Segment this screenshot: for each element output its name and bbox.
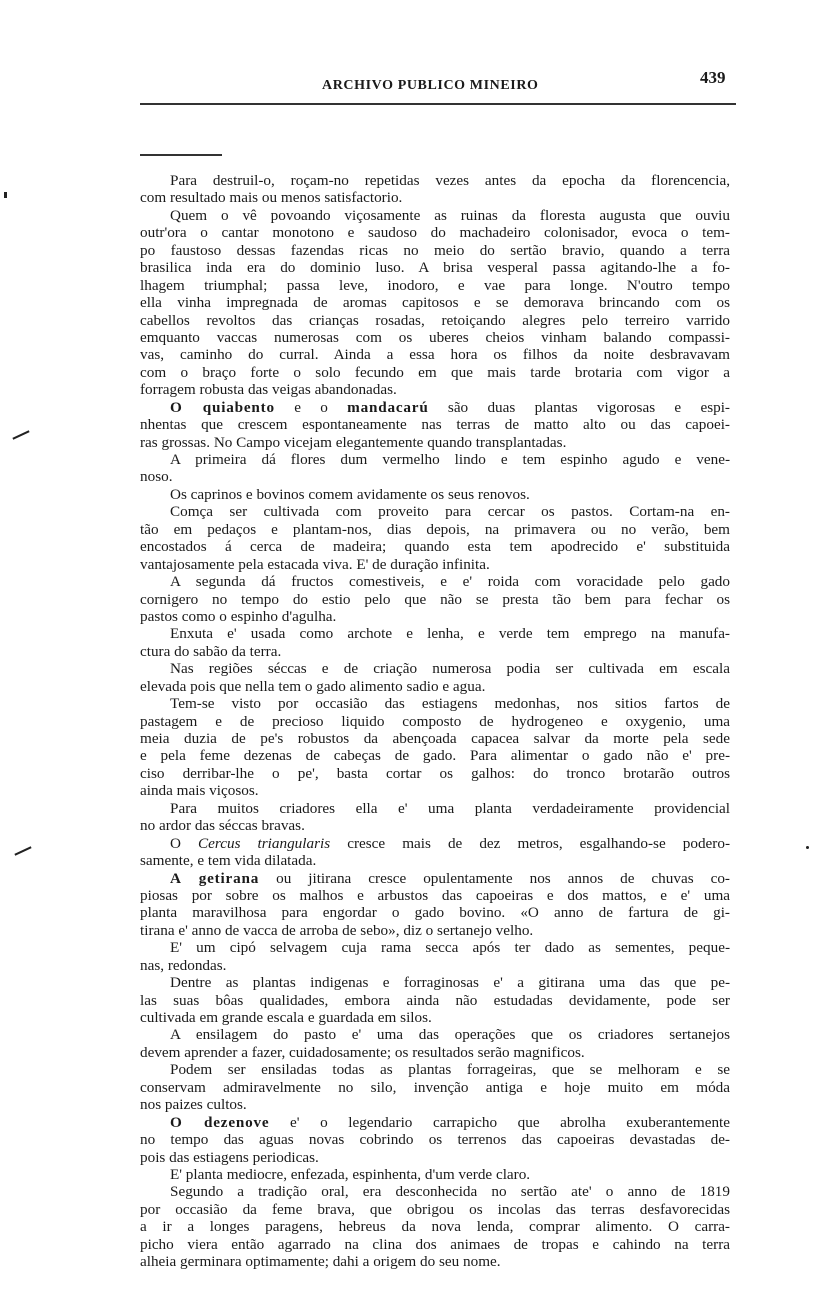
text-run: pastagem e de precioso liquido composto de hydrogeneo e oxygenio, uma (140, 712, 730, 730)
text-run: alheia germinara optimamente; dahi a origem do seu nome. (140, 1253, 501, 1271)
text-run: noso. (140, 468, 173, 486)
text-run: ainda mais viçosos. (140, 782, 259, 800)
text-run: A primeira dá flores dum vermelho lindo e tem espinho agudo e vene- (170, 451, 730, 468)
text-line (140, 730, 730, 747)
bold-plant-name: A getirana (170, 869, 260, 887)
text-run: a ir a longes paragens, hebreus da nova lenda, comprar alimento. O carra- (140, 1218, 730, 1236)
scan-speck (4, 192, 7, 198)
text-line (140, 1114, 730, 1131)
text-line (140, 747, 730, 764)
text-run: encostados á cerca de madeira; quando esta tem apodrecido e' substituida (140, 538, 730, 556)
text-line (140, 189, 730, 206)
text-run: E' planta mediocre, enfezada, espinhenta, d'um verde claro. (170, 1165, 531, 1183)
margin-tick-mark (12, 430, 29, 439)
text-run: Segundo a tradição oral, era desconhecida no sertão ate' o anno de 1819 (170, 1183, 730, 1201)
text-run: E' um cipó selvagem cuja rama secca após ter dado as sementes, peque- (170, 939, 730, 957)
text-run: las suas bôas qualidades, embora ainda não estudadas devidamente, pode ser (140, 991, 730, 1009)
text-run: Nas regiões séccas e de criação numerosa podia ser cultivada em escala (170, 660, 730, 678)
text-run: Tem-se visto por occasião das estiagens medonhas, nos sitios fartos de (170, 695, 730, 713)
text-run: A ensilagem do pasto e' uma das operações que os criadores sertanejos (170, 1026, 730, 1044)
text-run: Comça ser cultivada com proveito para cercar os pastos. Cortam-na en- (170, 503, 730, 521)
text-run: são duas plantas vigorosas e espi- (428, 398, 730, 416)
text-line (140, 1253, 730, 1270)
text-run: e' o legendario carrapicho que abrolha exuberantemente (269, 1113, 730, 1131)
text-line (140, 974, 730, 991)
text-run: e o (274, 398, 348, 416)
text-line (140, 207, 730, 224)
text-line (140, 800, 730, 817)
text-line (140, 486, 730, 503)
header-rule (140, 103, 736, 105)
text-run: Podem ser ensiladas todas as plantas forrageiras, que se melhoram e se (170, 1061, 730, 1079)
scan-speck (806, 846, 809, 849)
text-run: meia duzia de pe's robustos da abençoada capacea salvar da morte pela sede (140, 730, 730, 747)
text-line (140, 852, 730, 869)
text-run: ctura do sabão da terra. (140, 642, 282, 660)
text-run: ras grossas. No Campo vicejam elegantemente quando transplantadas. (140, 433, 567, 451)
text-line (140, 887, 730, 904)
text-line (140, 1079, 730, 1096)
running-title: ARCHIVO PUBLICO MINEIRO (322, 78, 539, 93)
text-run: O (170, 834, 199, 852)
text-run: tirana e' anno de vacca de arroba de sebo», diz o sertanejo velho. (140, 921, 534, 939)
text-run: com resultado mais ou menos satisfactorio. (140, 189, 403, 207)
text-line (140, 835, 730, 852)
text-line (140, 695, 730, 712)
text-line (140, 1009, 730, 1026)
text-line (140, 451, 730, 468)
text-line (140, 782, 730, 799)
text-line (140, 468, 730, 485)
text-run: brasilica inda era do dominio luso. A brisa vesperal passa agitando-lhe a fo- (140, 259, 730, 277)
text-line (140, 678, 730, 695)
text-run: devem aprender a fazer, cuidadosamente; os resultados serão magnificos. (140, 1043, 585, 1061)
text-run: elevada pois que nella tem o gado alimento sadio e agua. (140, 677, 486, 695)
text-line (140, 242, 730, 259)
text-line (140, 521, 730, 538)
text-line (140, 1236, 730, 1253)
text-run: com o braço forte o solo fecundo em que mais tarde brotaria com vigor a (140, 363, 730, 381)
text-run: cornigero no tempo do estio pelo que não se presta tão bem para fechar os (140, 590, 730, 608)
text-run: vantajosamente pela estacada viva. E' de duração infinita. (140, 555, 490, 573)
text-run: cultivada em grande escala e guardada em silos. (140, 1009, 432, 1026)
bold-plant-name: O quiabento (170, 398, 275, 416)
text-line (140, 1149, 730, 1166)
text-run: A segunda dá fructos comestiveis, e e' roida com voracidade pelo gado (170, 573, 730, 591)
text-run: cresce mais de dez metros, esgalhando-se podero- (330, 834, 730, 852)
text-run: ciso derribar-lhe o pe', basta cortar os galhos: do tronco brotarão outros (140, 764, 730, 782)
text-run: po faustoso dessas fazendas ricas no meio do sertão bravio, quando a terra (140, 241, 730, 259)
text-line (140, 1166, 730, 1183)
text-run: por occasião da feme brava, que obrigou os incolas das terras desfavorecidas (140, 1200, 730, 1218)
text-run: no ardor das séccas bravas. (140, 817, 305, 835)
text-run: Enxuta e' usada como archote e lenha, e verde tem emprego na manufa- (170, 625, 730, 643)
text-run: Os caprinos e bovinos comem avidamente os seus renovos. (170, 485, 530, 503)
margin-tick-mark (14, 846, 31, 855)
text-run: nhentas que crescem espontaneamente nas terras de matto alto ou das capoei- (140, 416, 730, 434)
text-line (140, 1183, 730, 1200)
text-run: ella vinha impregnada de aromas capitosos e se demorava brincando com os (140, 294, 730, 312)
text-line (140, 922, 730, 939)
text-line (140, 904, 730, 921)
text-line (140, 765, 730, 782)
text-line (140, 1096, 730, 1113)
text-run: pastos como o espinho d'agulha. (140, 607, 337, 625)
text-line (140, 329, 730, 346)
text-line (140, 625, 730, 642)
text-line (140, 399, 730, 416)
text-line (140, 1026, 730, 1043)
text-line (140, 503, 730, 520)
text-line (140, 312, 730, 329)
text-run: cabellos revoltos das crianças rosadas, retoiçando alegres pelo terreiro varrido (140, 311, 730, 329)
text-line (140, 172, 730, 189)
text-line (140, 1218, 730, 1235)
text-line (140, 538, 730, 555)
text-line (140, 277, 730, 294)
text-line (140, 224, 730, 241)
text-line (140, 591, 730, 608)
text-run: emquanto vaccas numerosas com os uberes cheios vinham balando compassi- (140, 328, 730, 346)
text-run: Quem o vê povoando viçosamente as ruinas da floresta augusta que ouviu (170, 206, 730, 224)
text-run: pois das estiagens periodicas. (140, 1148, 319, 1166)
text-line (140, 434, 730, 451)
text-line (140, 416, 730, 433)
text-line (140, 573, 730, 590)
text-run: outr'ora o cantar monotono e saudoso do machadeiro colonisador, evoca o tem- (140, 224, 730, 242)
text-line (140, 1061, 730, 1078)
text-line (140, 381, 730, 398)
text-run: tão em pedaços e plantam-nos, dias depois, na primavera ou no verão, bem (140, 520, 730, 538)
text-line (140, 957, 730, 974)
text-run: vas, caminho do curral. Ainda a essa hora os filhos da noite desbravavam (140, 346, 730, 364)
text-line (140, 713, 730, 730)
article-body (140, 172, 730, 1271)
text-line (140, 346, 730, 363)
text-run: nos paizes cultos. (140, 1096, 247, 1114)
text-run: nas, redondas. (140, 956, 227, 974)
text-run: piosas por sobre os malhos e arbustos das capoeiras e dos mattos, e e' uma (140, 886, 730, 904)
text-line (140, 939, 730, 956)
text-run: planta maravilhosa para engordar o gado bovino. «O anno de fartura de gi- (140, 904, 730, 922)
text-line (140, 294, 730, 311)
text-line (140, 643, 730, 660)
text-line (140, 364, 730, 381)
text-line (140, 1201, 730, 1218)
text-line (140, 1131, 730, 1148)
text-run: Dentre as plantas indigenas e forraginosas e' a gitirana uma das que pe- (170, 974, 730, 992)
italic-species-name: Cercus triangularis (198, 834, 331, 852)
text-run: picho viera então agarrado na clina dos animaes de tropas e cahindo na terra (140, 1235, 730, 1253)
text-line (140, 608, 730, 625)
text-run: ou jitirana cresce opulentamente nos annos de chuvas co- (259, 869, 730, 887)
text-run: e pela feme dezenas de cabeças de gado. Para alimentar o gado não e' pre- (140, 747, 730, 765)
text-line (140, 1044, 730, 1061)
page-number: 439 (700, 68, 726, 87)
text-line (140, 556, 730, 573)
bold-plant-name: mandacarú (347, 398, 429, 416)
text-run: samente, e tem vida dilatada. (140, 852, 317, 870)
text-run: conservam admiravelmente no silo, invenção antiga e hoje muito em móda (140, 1078, 730, 1096)
text-run: Para destruil-o, roçam-no repetidas vezes antes da epocha da florencencia, (170, 172, 730, 189)
bold-plant-name: O dezenove (170, 1113, 270, 1131)
text-run: no tempo das aguas novas cobrindo os terrenos das capoeiras devastadas de- (140, 1131, 730, 1149)
text-run: forragem robusta das veigas abandonadas. (140, 381, 397, 399)
text-line (140, 660, 730, 677)
text-line (140, 870, 730, 887)
text-run: Para muitos criadores ella e' uma planta verdadeiramente providencial (170, 799, 730, 817)
text-run: lhagem triumphal; passa leve, inodoro, e vae para longe. N'outro tempo (140, 276, 730, 294)
section-rule (140, 154, 222, 156)
text-line (140, 259, 730, 276)
text-line (140, 992, 730, 1009)
text-line (140, 817, 730, 834)
